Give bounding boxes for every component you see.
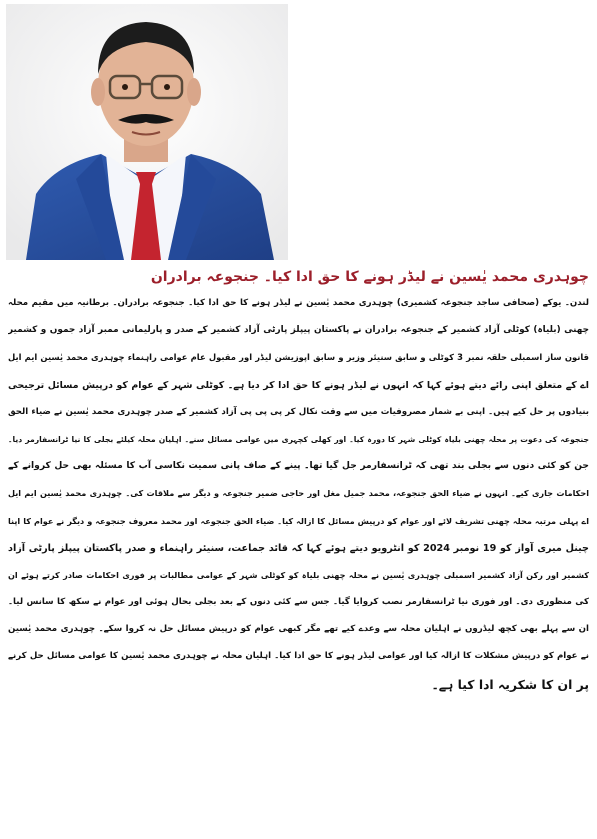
article-line: چھنی (بلیاہ) کوٹلی آزاد کشمیر کے جنجوعہ برادران نے پاکستان پیپلز پارٹی آزاد کشمیر کے صدر و پارلیمانی ممبر آزاد جموں و کشمیر (8, 325, 589, 336)
article-line: نے عوام کو درپیش مشکلات کا ازالہ کیا اور عوامی لیڈر ہونے کا حق ادا کیا۔ اہلیان محلہ نے چوہدری محمد یٰسین کا عوامی مسائل حل کرنے (8, 651, 589, 662)
article-line: جنجوعہ کی دعوت پر محلہ چھنی بلیاہ کوٹلی شہر کا دورہ کیا۔ اور کھلی کچہری میں عوامی مسائل سنے۔ اہلیان محلہ کیلئے بجلی کا نیا ٹرانسفارمر دیا۔ (8, 434, 589, 444)
article-line: ان سے پہلے بھی کچھ لیڈروں نے اہلیان محلہ سے وعدے کیے تھے مگر کبھی عوام کو درپیش مسائل حل نہ کروا سکے۔ چوہدری محمد یٰسین (8, 624, 589, 635)
article-line: کشمیر اور رکن آزاد کشمیر اسمبلی چوہدری یٰسین نے محلہ چھنی بلیاہ کو کوٹلی شہر کے عوامی مطالبات پر فوری احکامات صادر کرتے ہوئے ان (8, 569, 589, 580)
article-line: اے کے متعلق اپنی رائے دیتے ہوئے کہا کہ انہوں نے لیڈر ہونے کا حق ادا کر دیا ہے۔ کوٹلی شہر کے عوام کو درپیش مسائل ترجیحی (8, 379, 589, 391)
article-body (8, 290, 589, 835)
portrait-photo (6, 4, 288, 260)
article-line: احکامات جاری کیے۔ انہوں نے ضیاء الحق جنجوعہ، محمد جمیل مغل اور حاجی ضمیر جنجوعہ و دیگر سے ملاقات کی۔ چوہدری محمد یٰسین ایم ایل (8, 488, 589, 499)
article-line: بنیادوں پر حل کیے ہیں۔ اپنی بے شمار مصروفیات میں سے وقت نکال کر پی پی پی آزاد کشمیر کے صدر چوہدری محمد یٰسین نے ضیاء الحق (8, 406, 589, 417)
article-line: چینل میری آواز کو 19 نومبر 2024 کو انٹرویو دیتے ہوئے کہا کہ قائد جماعت، سنیئر راہنماء و صدر پاکستان پیپلز پارٹی آزاد (8, 542, 589, 554)
article-line: جن کو کئی دنوں سے بجلی بند تھی کہ ٹرانسفارمر جل گیا تھا۔ پینے کے صاف پانی سمیت نکاسی آب کا مسئلہ بھی حل کروانے کے (8, 461, 589, 472)
article-line: اے پہلی مرتبہ محلہ چھنی تشریف لائے اور عوام کو درپیش مسائل کا ازالہ کیا۔ ضیاء الحق جنجوعہ اور محمد معروف جنجوعہ و دیگر نے عوام کا اپنا (8, 515, 589, 526)
article-line: قانون ساز اسمبلی حلقہ نمبر 3 کوٹلی و سابق سنیئر وزیر و سابق اپوزیشن لیڈر اور مقبول عام عوامی راہنماء چوہدری محمد یٰسین ایم ایل (8, 352, 589, 363)
article-line: پر ان کا شکریہ ادا کیا ہے۔ (431, 676, 589, 692)
headline: چوہدری محمد یٰسین نے لیڈر ہونے کا حق ادا کیا۔ جنجوعہ برادران (150, 269, 589, 285)
article-line: کی منظوری دی۔ اور فوری نیا ٹرانسفارمر نصب کروایا گیا۔ جس سے کئی دنوں کے بعد بجلی بحال ہوئی اور عوام نے سکھ کا سانس لیا۔ (8, 597, 589, 608)
article-line: لندن۔ یوکے (صحافی ساجد جنجوعہ کشمیری) چوہدری محمد یٰسین نے لیڈر ہونے کا حق ادا کیا۔ جنجوعہ برادران۔ برطانیہ میں مقیم محلہ (8, 298, 589, 308)
